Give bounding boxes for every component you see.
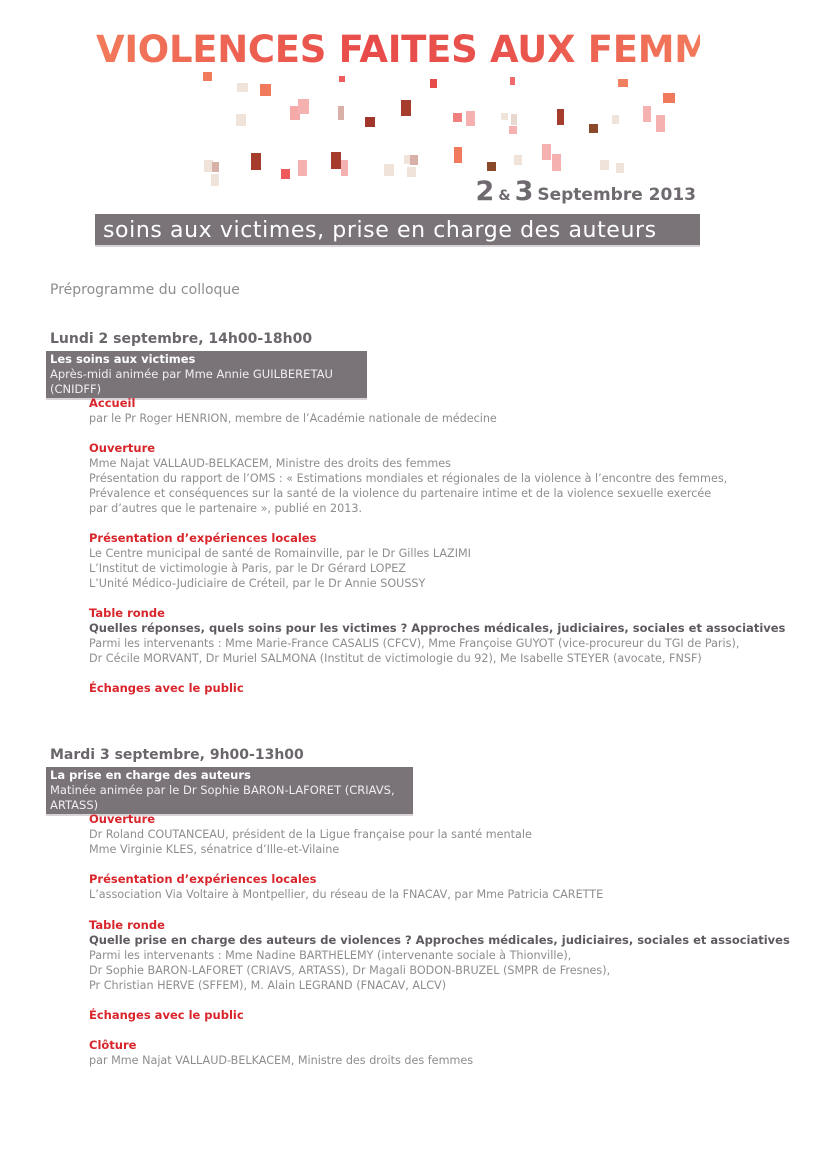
- item-line: Dr Sophie BARON-LAFORET (CRIAVS, ARTASS), Dr Magali BODON-BRUZEL (SMPR de Fresnes),: [89, 964, 611, 977]
- pixel-square: [612, 115, 619, 124]
- pixel-square: [365, 117, 375, 127]
- date-ampersand: &: [498, 188, 511, 204]
- program-item-table-ronde: [89, 606, 785, 666]
- pixel-square: [501, 113, 508, 120]
- pixel-square: [211, 174, 219, 186]
- pixel-square: [557, 109, 564, 125]
- pixel-square: [407, 167, 416, 177]
- item-line: Parmi les intervenants : Mme Marie-France CASALIS (CFCV), Mme Françoise GUYOT (vice-procureur du TGI de Paris),: [89, 637, 740, 650]
- item-line: Mme Najat VALLAUD-BELKACEM, Ministre des droits des femmes: [89, 457, 451, 470]
- pixel-square: [298, 160, 307, 176]
- program-item-ouverture: [89, 441, 727, 516]
- pixel-square: [453, 113, 462, 122]
- date-day-2: 3: [514, 176, 534, 207]
- item-title: Clôture: [89, 1038, 137, 1052]
- program-item-table-ronde: [89, 918, 790, 993]
- pixel-square: [339, 76, 345, 82]
- pixel-square: [251, 153, 261, 170]
- pixel-square: [487, 162, 496, 171]
- item-line: Le Centre municipal de santé de Romainville, par le Dr Gilles LAZIMI: [89, 547, 471, 560]
- item-question: Quelle prise en charge des auteurs de violences ? Approches médicales, judiciaires, sociales et associatives: [89, 933, 790, 947]
- pixel-square: [589, 124, 598, 133]
- pixel-square: [511, 114, 517, 125]
- item-line: Dr Roland COUTANCEAU, président de la Ligue française pour la santé mentale: [89, 828, 532, 841]
- item-title: Table ronde: [89, 918, 165, 932]
- item-title: Ouverture: [89, 812, 156, 826]
- item-title: Ouverture: [89, 441, 156, 455]
- preprogramme-label: Préprogramme du colloque: [50, 282, 240, 298]
- day-2-session-box: [46, 767, 413, 816]
- item-line: Parmi les intervenants : Mme Nadine BARTHELEMY (intervenante sociale à Thionville),: [89, 949, 572, 962]
- pixel-square: [509, 126, 517, 134]
- item-line: Pr Christian HERVE (SFFEM), M. Alain LEGRAND (FNACAV, ALCV): [89, 979, 447, 992]
- event-subtitle-banner: soins aux victimes, prise en charge des auteurs: [95, 214, 700, 247]
- pixel-square: [401, 100, 411, 116]
- item-line: L’Unité Médico-Judiciaire de Créteil, par le Dr Annie SOUSSY: [89, 577, 426, 590]
- pixel-square: [260, 84, 271, 96]
- item-line: L’Institut de victimologie à Paris, par le Dr Gérard LOPEZ: [89, 562, 406, 575]
- item-title: Présentation d’expériences locales: [89, 872, 317, 886]
- pixel-square: [514, 155, 522, 165]
- item-line: Dr Cécile MORVANT, Dr Muriel SALMONA (Institut de victimologie du 92), Me Isabelle STEYER (avocate, FNSF): [89, 652, 702, 665]
- day-1-session-box: [46, 351, 367, 400]
- item-line: Présentation du rapport de l’OMS : « Estimations mondiales et régionales de la violence à l’encontre des femmes,: [89, 472, 728, 485]
- program-item-cloture: [89, 1038, 473, 1068]
- item-title: Présentation d’expériences locales: [89, 531, 317, 545]
- pixel-square: [656, 115, 665, 132]
- item-line: par Mme Najat VALLAUD-BELKACEM, Ministre des droits des femmes: [89, 1054, 474, 1067]
- date-month-year: Septembre 2013: [537, 185, 696, 205]
- day-1-heading: Lundi 2 septembre, 14h00-18h00: [50, 331, 313, 347]
- pixel-square: [643, 106, 651, 122]
- pixel-square: [600, 160, 609, 170]
- item-line: par le Pr Roger HENRION, membre de l’Académie nationale de médecine: [89, 412, 497, 425]
- pixel-square: [237, 83, 248, 92]
- item-line: L’association Via Voltaire à Montpellier, du réseau de la FNACAV, par Mme Patricia CARETTE: [89, 888, 604, 901]
- program-item-experiences-locales: [89, 531, 471, 591]
- session-moderator: Après-midi animée par Mme Annie GUILBERETAU (CNIDFF): [50, 367, 333, 396]
- pixel-square: [331, 152, 341, 169]
- pixel-square: [281, 169, 290, 179]
- item-question: Quelles réponses, quels soins pour les victimes ? Approches médicales, judiciaires, sociales et associatives: [89, 621, 786, 635]
- session-title: Les soins aux victimes: [50, 352, 196, 366]
- item-title: Accueil: [89, 396, 136, 410]
- program-item-echanges: [89, 681, 244, 696]
- item-line: Mme Virginie KLES, sénatrice d’Ille-et-Vilaine: [89, 843, 340, 856]
- session-moderator: Matinée animée par le Dr Sophie BARON-LAFORET (CRIAVS, ARTASS): [50, 783, 395, 812]
- pixel-square: [384, 164, 394, 176]
- session-title: La prise en charge des auteurs: [50, 768, 251, 782]
- date-day-1: 2: [475, 176, 495, 207]
- item-title: Table ronde: [89, 606, 165, 620]
- pixel-square: [616, 163, 624, 173]
- pixel-square: [552, 154, 561, 171]
- pixel-square: [510, 77, 515, 85]
- pixel-square: [298, 99, 309, 114]
- pixel-square: [618, 79, 628, 87]
- pixel-square: [236, 114, 246, 126]
- pixel-square: [430, 79, 437, 88]
- item-title: Échanges avec le public: [89, 1008, 244, 1022]
- pixel-square: [338, 106, 344, 120]
- pixel-square: [203, 72, 212, 81]
- event-title: VIOLENCES FAITES AUX FEMMES: [96, 28, 763, 71]
- pixel-square: [454, 147, 462, 163]
- item-line: par d’autres que le partenaire », publié en 2013.: [89, 502, 363, 515]
- pixel-square: [341, 160, 348, 176]
- item-line: Prévalence et conséquences sur la santé de la violence du partenaire intime et de la violence sexuelle exercée: [89, 487, 712, 500]
- event-date: [476, 176, 696, 207]
- pixel-square: [663, 93, 675, 103]
- program-item-experiences-locales: [89, 872, 603, 902]
- pixel-square: [466, 111, 475, 126]
- program-item-ouverture: [89, 812, 532, 857]
- program-item-accueil: [89, 396, 497, 426]
- day-2-heading: Mardi 3 septembre, 9h00-13h00: [50, 747, 304, 763]
- item-title: Échanges avec le public: [89, 681, 244, 695]
- pixel-square: [410, 155, 418, 165]
- pixel-square: [542, 144, 551, 160]
- program-item-echanges: [89, 1008, 244, 1023]
- pixel-square: [212, 162, 219, 172]
